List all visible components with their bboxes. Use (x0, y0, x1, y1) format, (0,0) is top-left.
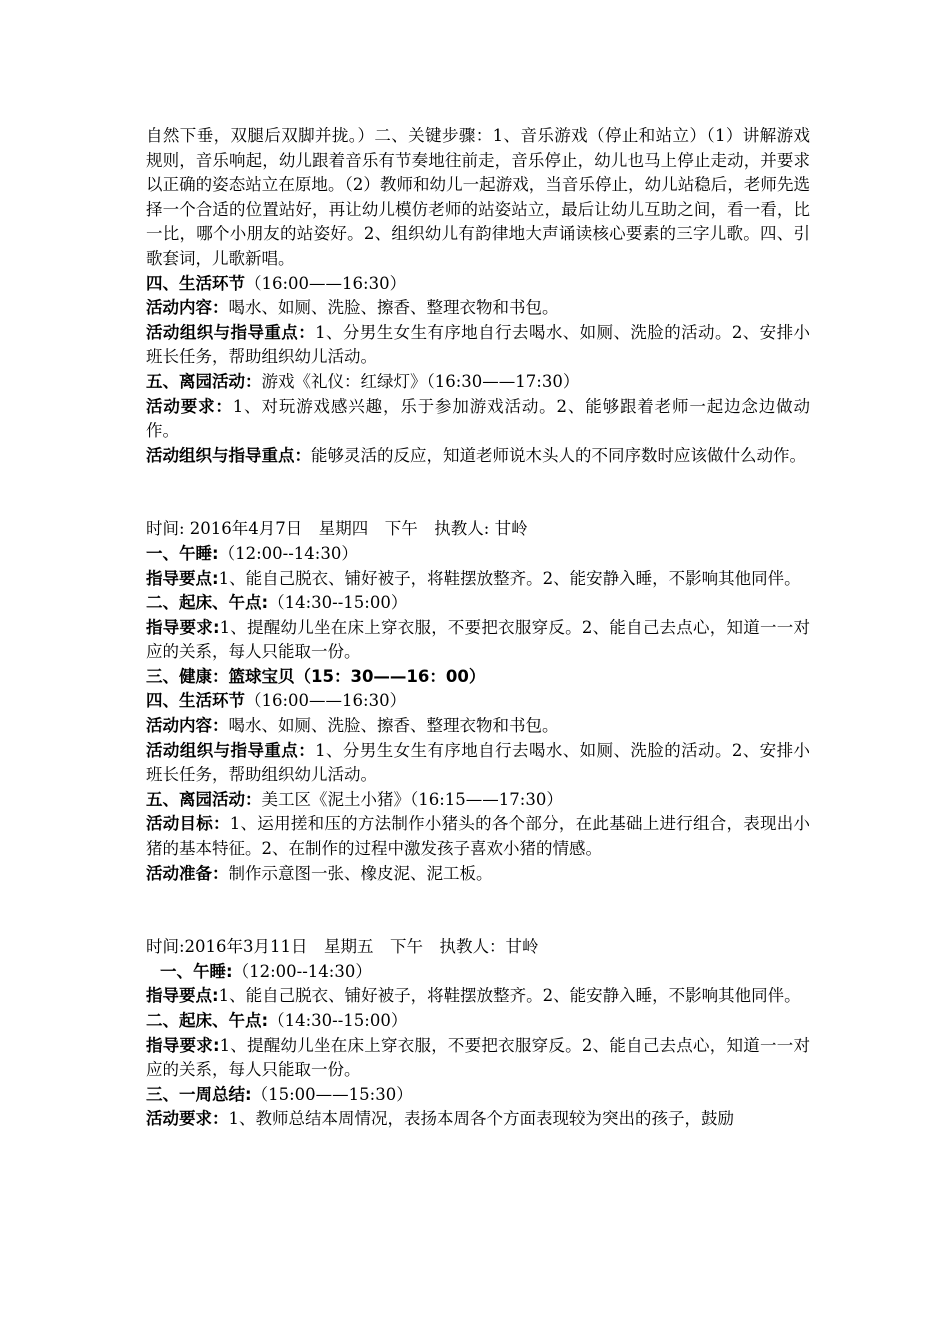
activity-guidance-2 (146, 444, 810, 469)
section-1-heading (146, 960, 810, 985)
activity-requirements (146, 395, 810, 444)
section-title: 四、生活环节 (146, 273, 245, 293)
text: 1、运用搓和压的方法制作小猪头的各个部分，在此基础上进行组合，表现出小猪的基本特征。2、在制作的过程中激发孩子喜欢小猪的情感。 (146, 814, 811, 859)
activity-requirements (146, 1107, 810, 1132)
label: 活动目标： (146, 814, 230, 834)
section-2-heading (146, 591, 810, 616)
section-4-heading (146, 689, 810, 714)
guidance-requirements (146, 616, 810, 665)
section-4-heading (146, 272, 810, 297)
text: 喝水、如厕、洗脸、擦香、整理衣物和书包。 (228, 298, 559, 318)
text: 制作示意图一张、橡皮泥、泥工板。 (228, 863, 493, 883)
schedule-header: 时间: 2016年4月7日 星期四 下午 执教人: 甘岭 (146, 519, 528, 539)
activity-content (146, 296, 810, 321)
section-title: 三、一周总结: (146, 1084, 252, 1104)
section-3-heading (146, 665, 810, 690)
label: 指导要点: (146, 568, 219, 588)
section-2-heading (146, 1009, 810, 1034)
section-time: （16:00——16:30） (245, 273, 407, 293)
label: 活动组织与指导重点： (146, 322, 316, 342)
schedule-header: 时间:2016年3月11日 星期五 下午 执教人：甘岭 (146, 937, 539, 957)
section-5-heading (146, 788, 810, 813)
text: 1、分男生女生有序地自行去喝水、如厕、洗脸的活动。2、安排小班长任务，帮助组织幼儿活动。 (146, 740, 811, 785)
spacer (146, 468, 810, 517)
section-time: （15:00——15:30） (251, 1084, 413, 1104)
label: 活动内容： (146, 716, 229, 736)
text: 1、能自己脱衣、铺好被子，将鞋摆放整齐。2、能安静入睡，不影响其他同伴。 (218, 986, 801, 1006)
label: 活动组织与指导重点： (146, 740, 316, 760)
label: 活动内容： (146, 298, 229, 318)
guidance-points (146, 567, 810, 592)
label: 指导要点: (146, 986, 219, 1006)
text: 1、能自己脱衣、铺好被子，将鞋摆放整齐。2、能安静入睡，不影响其他同伴。 (218, 568, 801, 588)
guidance-requirements (146, 1034, 810, 1083)
section-title: 二、起床、午点: (146, 1011, 269, 1030)
text: 能够灵活的反应，知道老师说木头人的不同序数时应该做什么动作。 (311, 445, 806, 465)
text: 1、分男生女生有序地自行去喝水、如厕、洗脸的活动。2、安排小班长任务，帮助组织幼儿活动。 (146, 322, 811, 367)
document-content (146, 124, 810, 1132)
activity-guidance (146, 739, 810, 788)
label: 指导要求: (146, 617, 220, 637)
section-title: 一、午睡: (160, 961, 233, 981)
section-title: 五、离园活动： (146, 789, 262, 809)
guidance-points (146, 984, 810, 1009)
section-title: 二、起床、午点: (146, 593, 269, 613)
section-time: （12:00--14:30） (218, 543, 358, 563)
section-title: 三、健康：篮球宝贝（15：30——16：00） (146, 666, 486, 686)
section-text: 游戏《礼仪：红绿灯》（16:30——17:30） (261, 371, 580, 391)
label: 活动准备： (146, 863, 229, 883)
section-5-heading (146, 370, 810, 395)
activity-content (146, 714, 810, 739)
section-time: （14:30--15:00） (268, 1011, 408, 1030)
section-time: （12:00--14:30） (232, 961, 372, 981)
spacer (146, 886, 810, 935)
section-title: 一、午睡: (146, 543, 219, 563)
label: 活动要求： (146, 396, 233, 416)
text: 喝水、如厕、洗脸、擦香、整理衣物和书包。 (228, 716, 559, 736)
activity-goals (146, 812, 810, 861)
section-title: 五、离园活动： (146, 371, 262, 391)
text: 1、教师总结本周情况，表扬本周各个方面表现较为突出的孩子，鼓励 (228, 1109, 734, 1129)
paragraph-intro (146, 124, 810, 272)
section-title: 四、生活环节 (146, 691, 245, 711)
label: 活动要求： (146, 1109, 229, 1129)
section-text: 美工区《泥土小猪》（16:15——17:30） (261, 789, 563, 809)
section-time: （14:30--15:00） (268, 593, 408, 613)
text: 1、提醒幼儿坐在床上穿衣服，不要把衣服穿反。2、能自己去点心，知道一一对应的关系，每人只能取一份。 (146, 1035, 810, 1080)
activity-preparation (146, 862, 810, 887)
text: 1、提醒幼儿坐在床上穿衣服，不要把衣服穿反。2、能自己去点心，知道一一对应的关系，每人只能取一份。 (146, 617, 810, 662)
label: 活动组织与指导重点： (146, 445, 311, 465)
text: 1、对玩游戏感兴趣，乐于参加游戏活动。2、能够跟着老师一起边念边做动作。 (146, 396, 811, 441)
activity-guidance (146, 321, 810, 370)
label: 指导要求: (146, 1035, 220, 1055)
section-1-heading (146, 542, 810, 567)
section-3-heading (146, 1083, 810, 1108)
intro-text: 自然下垂，双腿后双脚并拢。）二、关键步骤：1、音乐游戏（停止和站立）（1）讲解游戏规则，音乐响起，幼儿跟着音乐有节奏地往前走，音乐停止，幼儿也马上停止走动，并要求以正确的姿态站立在原地。（2）教师和幼儿一起游戏，当音乐停止，幼儿站稳后，老师先选择一个合适的位置站好，再让幼儿模仿老师的站姿站立，最后让幼儿互助之间，看一看，比一比，哪个小朋友的站姿好。2、组织幼儿有韵律地大声诵读核心要素的三字儿歌。四、引歌套词，儿歌新唱。 (146, 126, 810, 268)
section-time: （16:00——16:30） (245, 691, 407, 711)
